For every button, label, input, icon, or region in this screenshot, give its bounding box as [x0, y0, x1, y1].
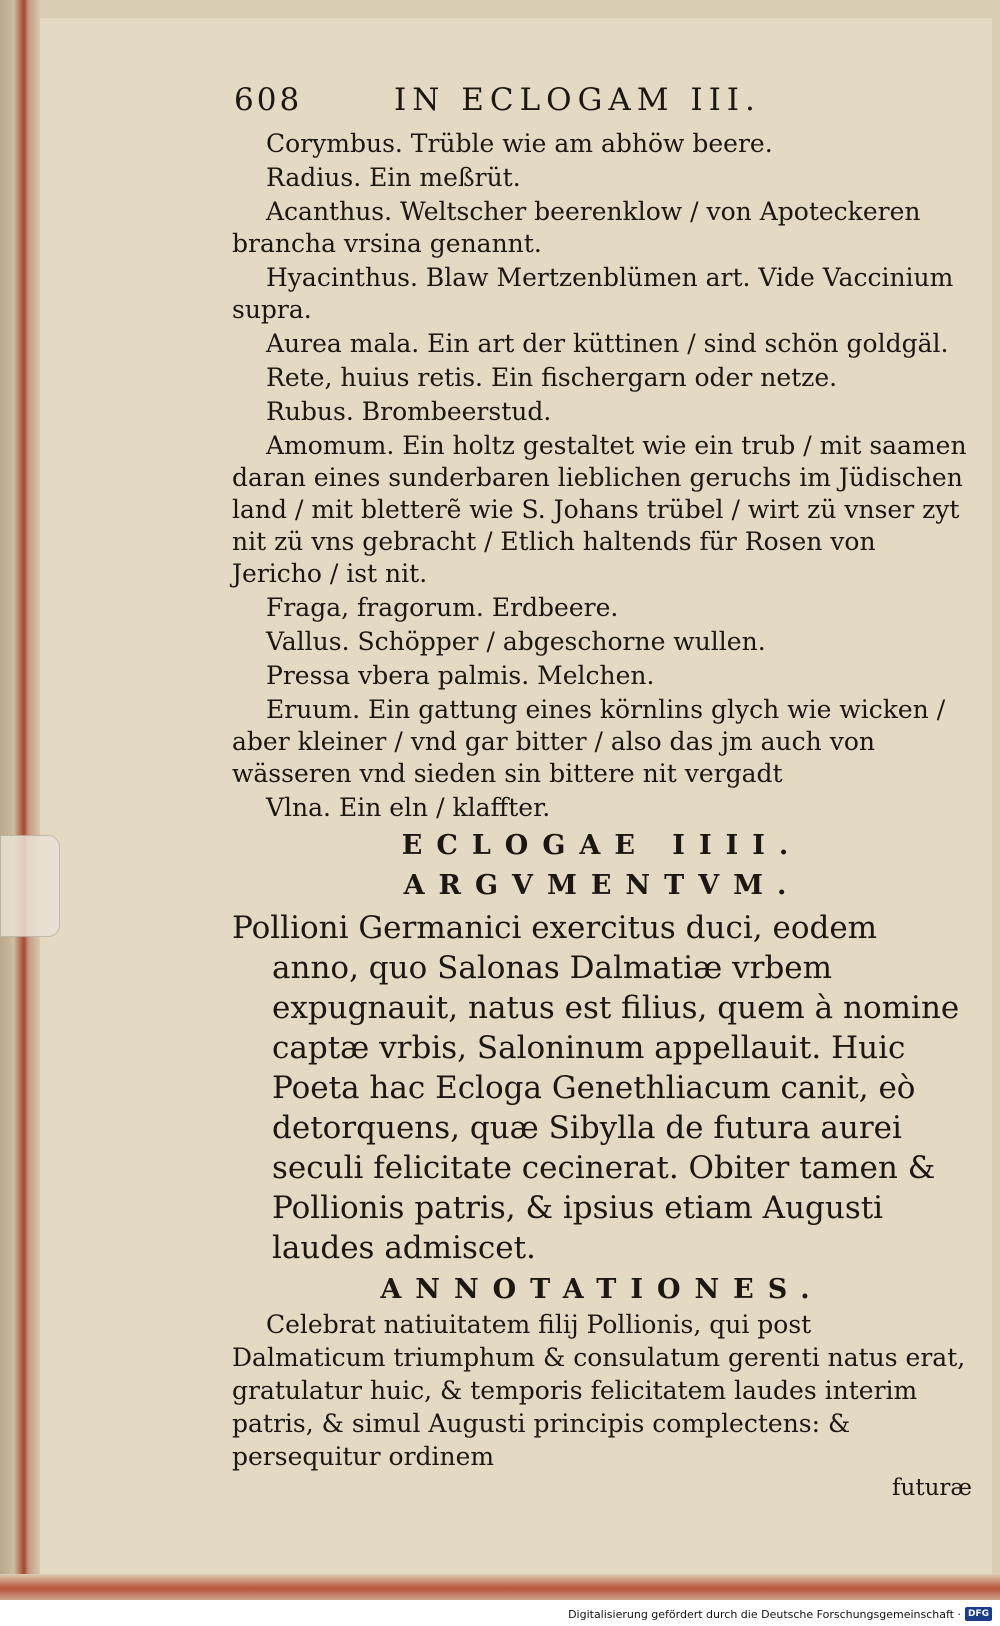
digitization-footer	[568, 1604, 992, 1624]
gloss-entry: Rete, huius retis. Ein fischergarn oder netze.	[266, 363, 838, 392]
gloss-entry: Hyacinthus. Blaw Mertzenblümen art. Vide Vaccinium supra.	[232, 263, 954, 324]
annotations-heading: ANNOTATIONES.	[380, 1274, 824, 1305]
page-edge-bottom	[0, 1574, 1000, 1600]
gloss-entry: Radius. Ein meßrüt.	[266, 163, 521, 192]
page-edge-left	[0, 0, 40, 1600]
dfg-logo: DFG	[965, 1607, 992, 1621]
gloss-entry: Corymbus. Trüble wie am abhöw beere.	[266, 129, 773, 158]
gloss-entry: Rubus. Brombeerstud.	[266, 397, 552, 426]
catchword: futuræ	[892, 1475, 972, 1501]
page-text	[232, 82, 972, 1501]
annotations-text: Celebrat natiuitatem filij Pollionis, qui post Dalmaticum triumphum & consulatum gerenti natus erat, gratulatur huic, & temporis felicitatem laudes interim patris, & simul Augusti principis complectens: & persequitur ordinem	[232, 1310, 966, 1471]
gloss-entry: Amomum. Ein holtz gestaltet wie ein trub / mit saamen daran eines sunderbaren lieblichen geruchs im Jüdischen land / mit bletterẽ wie S. Johans trübel / wirt zü vnser zyt nit zü vns gebracht / Etlich haltends für Rosen von Jericho / ist nit.	[232, 431, 967, 588]
gloss-entry: Acanthus. Weltscher beerenklow / von Apoteckeren brancha vrsina genannt.	[232, 197, 921, 258]
eclogue-heading: ECLOGAE IIII.	[401, 830, 803, 861]
gloss-entry: Aurea mala. Ein art der küttinen / sind schön goldgäl.	[266, 329, 949, 358]
folio-number: 608	[234, 82, 303, 118]
running-head	[234, 82, 972, 118]
argument-heading: ARGVMENTVM.	[403, 870, 801, 901]
glossary	[232, 128, 972, 824]
gloss-entry: Pressa vbera palmis. Melchen.	[266, 661, 655, 690]
gloss-entry: Vlna. Ein eln / klaffter.	[266, 793, 551, 822]
book-clasp	[0, 835, 60, 937]
argument-text: Pollioni Germanici exercitus duci, eodem anno, quo Salonas Dalmatiæ vrbem expugnauit, natus est filius, quem à nomine captæ vrbis, Saloninum appellauit. Huic Poeta hac Ecloga Genethliacum canit, eò detorquens, quæ Sibylla de futura aurei seculi felicitate cecinerat. Obiter tamen & Pollionis patris, & ipsius etiam Augusti laudes admiscet.	[232, 910, 960, 1266]
gloss-entry: Vallus. Schöpper / abgeschorne wullen.	[266, 627, 766, 656]
gloss-entry: Eruum. Ein gattung eines körnlins glych wie wicken / aber kleiner / vnd gar bitter / also das jm auch von wässeren vnd sieden sin bittere nit vergadt	[232, 695, 946, 788]
running-title: IN ECLOGAM III.	[394, 82, 761, 118]
gloss-entry: Fraga, fragorum. Erdbeere.	[266, 593, 619, 622]
funding-credit: Digitalisierung gefördert durch die Deutsche Forschungsgemeinschaft ·	[568, 1607, 961, 1621]
